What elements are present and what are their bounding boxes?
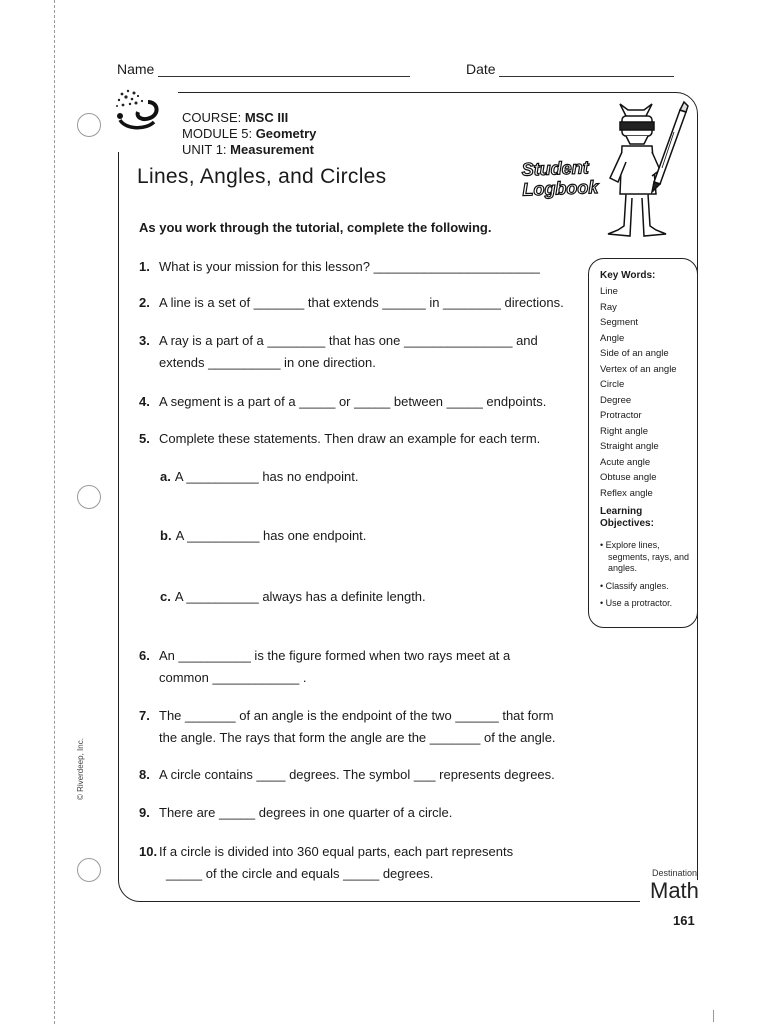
question-text: If a circle is divided into 360 equal parts, each part represents (159, 844, 514, 859)
course-value: MSC III (244, 110, 289, 125)
name-blank (158, 62, 410, 77)
question-1 (139, 256, 540, 278)
binder-hole-bottom (77, 858, 101, 882)
key-word: Circle (600, 379, 625, 390)
key-word: Side of an angle (600, 348, 669, 359)
key-word: Angle (600, 332, 625, 344)
question-9 (139, 802, 452, 824)
instructions: As you work through the tutorial, complete the following. (139, 220, 492, 235)
student-logbook-badge: Student Logbook (521, 157, 599, 200)
course-line (182, 110, 288, 126)
unit-value: Measurement (230, 142, 314, 157)
subitem-text: A __________ always has a definite length. (174, 589, 426, 604)
question-text: There are _____ degrees in one quarter of a circle. (159, 805, 453, 820)
question-text: The _______ of an angle is the endpoint of the two ______ that form (159, 708, 554, 723)
unit-prefix: UNIT 1: (182, 142, 231, 157)
key-word: Line (600, 286, 618, 297)
date-field (466, 61, 674, 77)
key-word: Obtuse angle (600, 472, 657, 483)
key-word: Ray (600, 301, 617, 313)
module-line (182, 126, 316, 142)
subitem-letter: b. (160, 528, 172, 543)
question-text: An __________ is the figure formed when two rays meet at a (159, 648, 511, 663)
question-number: 8. (139, 767, 150, 782)
question-3 (139, 330, 538, 374)
key-word: Acute angle (600, 456, 651, 468)
question-text: A ray is a part of a ________ that has one _______________ and (159, 333, 538, 348)
question-number: 10. (139, 844, 158, 859)
question-number: 3. (139, 333, 150, 348)
question-8 (139, 764, 555, 786)
question-number: 4. (139, 394, 150, 409)
binder-hole-middle (77, 485, 101, 509)
question-text: Complete these statements. Then draw an example for each term. (159, 431, 541, 446)
key-word: Reflex angle (600, 487, 653, 499)
key-word: Straight angle (600, 441, 659, 452)
question-text: A line is a set of _______ that extends ______ in ________ directions. (159, 295, 564, 310)
key-word: Protractor (600, 410, 642, 421)
subitem-text: A __________ has no endpoint. (174, 469, 359, 484)
edge-mark (713, 1010, 714, 1022)
learning-objective: • Use a protractor. (600, 598, 673, 608)
subitem-letter: a. (160, 469, 171, 484)
key-words-list (600, 284, 677, 501)
name-field (117, 61, 410, 77)
question-10 (139, 841, 513, 885)
math-label: Math (650, 878, 699, 903)
question-number: 6. (139, 648, 150, 663)
learning-objectives-list (600, 540, 690, 616)
learning-objectives-title: Learning Objectives: (600, 506, 654, 529)
question-number: 2. (139, 295, 150, 310)
question-text: _____ of the circle and equals _____ degrees. (166, 866, 434, 881)
learning-objective: • Classify angles. (600, 580, 669, 591)
mascot-with-pencil-icon (600, 98, 692, 250)
destination-label: Destination (652, 868, 698, 878)
page-title: Lines, Angles, and Circles (137, 165, 387, 188)
question-number: 1. (139, 259, 150, 274)
question-text: What is your mission for this lesson? _______________________ (159, 259, 540, 274)
key-word: Vertex of an angle (600, 363, 677, 375)
name-label: Name (117, 61, 155, 77)
module-value: Geometry (255, 126, 317, 141)
date-blank (499, 62, 674, 77)
question-text: extends __________ in one direction. (159, 355, 376, 370)
subitem-letter: c. (160, 589, 171, 604)
question-7 (139, 705, 556, 749)
date-label: Date (466, 61, 496, 77)
key-word: Right angle (600, 425, 649, 437)
copyright-notice: © Riverdeep, Inc. (76, 738, 85, 800)
module-prefix: MODULE 5: (182, 126, 256, 141)
question-4 (139, 391, 546, 413)
question-5 (139, 428, 540, 450)
subitem-b (160, 528, 366, 543)
unit-line (182, 142, 314, 158)
question-text: common ____________ . (159, 670, 307, 685)
key-word: Degree (600, 394, 632, 406)
subitem-c (160, 589, 426, 604)
question-6 (139, 645, 510, 689)
question-text: A circle contains ____ degrees. The symbol ___ represents degrees. (159, 767, 555, 782)
page-number: 161 (673, 913, 695, 928)
subitem-text: A __________ has one endpoint. (175, 528, 367, 543)
binder-hole-top (77, 113, 101, 137)
question-text: A segment is a part of a _____ or _____ between _____ endpoints. (159, 394, 547, 409)
learning-objective: • Explore lines, segments, rays, and angles. (600, 540, 690, 573)
destination-logo-icon (108, 84, 168, 136)
question-2 (139, 292, 564, 314)
question-number: 5. (139, 431, 150, 446)
question-number: 9. (139, 805, 150, 820)
course-prefix: COURSE: (182, 110, 245, 125)
perforation-line (54, 0, 55, 1024)
question-number: 7. (139, 708, 150, 723)
question-text: the angle. The rays that form the angle are the _______ of the angle. (159, 730, 556, 745)
key-word: Segment (600, 317, 639, 328)
key-words-title: Key Words: (600, 270, 656, 281)
subitem-a (160, 469, 358, 484)
